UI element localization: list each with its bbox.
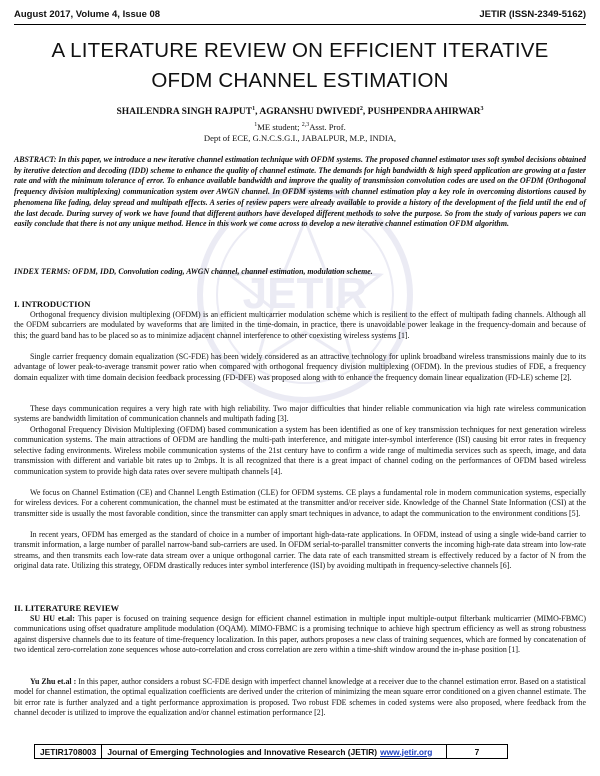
review-p2-lead: Yu Zhu et.al : [30,677,77,686]
intro-paragraph-6 [14,530,586,572]
intro-p6-text: In recent years, OFDM has emerged as the standard of choice in a number of important high-data-rate applications. In OFDM, instead of using a single wide-band carrier to transmit information, a large number of parallel narrow-band sub-carriers are used. In OFDM serial-to-parallel transmitter converts the incoming high-rate data stream into low-rate streams, and then transmits each low-rate data stream over a unique orthogonal carrier. The data rate of each transmitted stream is effectively reduced by a factor of N from the original data rate. Utilizing this strategy, OFDM drastically reduces inter symbol interference (ISI) by avoiding multipath in frequency-selective channels [6]. [14,530,586,571]
index-terms: INDEX TERMS: OFDM, IDD, Convolution coding, AWGN channel, channel estimation, modulation scheme. [14,267,373,276]
journal-issue: August 2017, Volume 4, Issue 08 [14,8,161,20]
author-2-sup: 2 [359,106,363,112]
section-heading-literature-review: II. LITERATURE REVIEW [14,603,120,613]
author-1-sup: 1 [252,106,256,112]
journal-issn: JETIR (ISSN-2349-5162) [479,8,586,20]
page-footer [34,744,508,759]
author-1: SHAILENDRA SINGH RAJPUT [116,107,253,118]
intro-paragraph-5 [14,488,586,519]
footer-page-number: 7 [474,746,480,757]
department: Dept of ECE, G.N.C.S.G.I., JABALPUR, M.P., INDIA, [203,133,397,144]
author-3: PUSHPENDRA AHIRWAR [367,107,481,118]
footer-journal [102,745,447,758]
intro-p3-text: These days communication requires a very high rate with high reliability. Two major difficulties that hinder reliable communication via high rate wireless communication systems are bandwidth limitation of communication channels and multipath fading [3]. [14,404,586,424]
header-divider [14,24,586,25]
review-p2-text: In this paper, author considers a robust SC-FDE design with imperfect channel knowledge at a receiver due to the channel estimation error. Based on a statistical model for channel estimation, the optimal equalization coefficients are derived under the criterion of minimizing the mean square error conditioned on a given channel estimate. The bit error rate is further analyzed and a tight performance approximation is proposed. Two robust FDE schemes in coded systems were also proposed, where feedback from the channel decoder is utilized to improve the equalization and/or channel estimation performance [2]. [14,677,586,718]
abstract: ABSTRACT: In this paper, we introduce a new iterative channel estimation technique with OFDM systems. The proposed channel estimator uses soft symbol decisions obtained by iterative detection and decoding (IDD) scheme to enhance the quality of channel estimate. The demands for high bandwidth & high speed application are growing at a faster rate and with the minimum tolerance of error. To enhance available bandwidth and improve the quality of transmission convolution codes are used on the OFDM (Orthogonal frequency division multiplexing) communication system over AWGN channel. In OFDM systems with channel estimation play a key role in overcoming distortions caused by phenomena like fading, delay spread and multipath effects. A series of review papers were already available to provide a history of the development of the field until the end of the last decade. During survey of work we have found that different authors have developed different methods to solve the purpose. So from the study of various papers we can easily conclude that there is not any unique method. Hence in this work we come across to develop a new iterative channel estimation OFDM algorithm. [14,155,586,229]
author-2: AGRANSHU DWIVEDI [259,107,360,118]
author-list: SHAILENDRA SINGH RAJPUT$^1$, AGRANSHU DWIVEDI$^2$, PUSHPENDRA AHIRWAR$^3$ [116,106,484,118]
footer-website-link[interactable]: www.jetir.org [380,746,433,757]
affiliation [20,120,580,145]
review-paragraph-2 [14,677,586,719]
intro-paragraph-2 [14,352,586,383]
role-2: Asst. Prof. [309,121,346,132]
footer-paper-id: JETIR1708003 [35,745,102,758]
review-paragraph-1 [14,614,586,656]
review-p1-lead: SU HU et.al: [30,614,75,623]
author-3-sup: 3 [480,106,484,112]
intro-p4-text: Orthogonal Frequency Division Multiplexing (OFDM) based communication a system has been identified as one of key transmission techniques for next generation wireless communication systems. The main attractions of OFDM are handling the multi-path interference, and mitigate inter-symbol interference (ISI) causing bit error rates in frequency selective fading environments. Wireless mobile communication systems of the 21st century have to confirm a wide range of multimedia services such as speech, image, and data transmission with different and variable bit rates up to 2mbps. It is all recognized that there is a great impact of channel coding on the performances of OFDM based wireless communication system to provide high data rates over severe multipath channels [4]. [14,425,586,476]
intro-paragraph-1 [14,310,586,341]
intro-paragraph-4 [14,425,586,477]
intro-p1-text: Orthogonal frequency division multiplexing (OFDM) is an efficient multicarrier modulation scheme which is resilient to the effect of multipath fading channels. Although all the OFDM subcarriers are modulated by waveforms that are limited in the time-domain, in practice, there is unavoidable power leakage in the frequency-domain and because of this; the guard band has to be placed so as to minimize adjacent channel interference to other coexisting wireless systems [1]. [14,310,586,340]
running-header [14,6,586,22]
author-roles [20,120,580,133]
paper-title [20,36,580,96]
watermark-text: JETIR [242,269,368,318]
intro-p2-text: Single carrier frequency domain equalization (SC-FDE) has been widely considered as an attractive technology for uplink broadband wireless transmissions mainly due to its advantage of lower peak-to-average transmit power ratio when compared with orthogonal frequency division multiplexing (OFDM). In the previous studies of FDE, a frequency domain equalizer with time domain decision feedback processing (FD-DFE) was proposed along with to enhance the frequency domain linear equalization (FD-LE) scheme [2]. [14,352,586,382]
intro-p5-text: We focus on Channel Estimation (CE) and Channel Length Estimation (CLE) for OFDM systems. CE plays a fundamental role in modern communication systems, especially for wireless devices. For a coherent communication, the channel must be estimated at the transmitter and/or receiver side. Knowledge of the Channel State Information (CSI) at the transmitter side is usually the most favorable condition, since the transmitter can apply smart techniques in advance, to adapt the communication to the environment conditions [5]. [14,488,586,518]
title-line-2: OFDM CHANNEL ESTIMATION [151,69,449,92]
review-p1-text: This paper is focused on training sequence design for efficient channel estimation in multiple input multiple-output filterbank multicarrier (MIMO-FBMC) communications using offset quadrature amplitude modulation (OQAM). MIMO-FBMC is a promising technique to achieve high spectrum efficiency as well as strong robustness against dispersive channels due to its feature of time-frequency localization. In this paper, authors proposes a new class of training sequences, which are formed by concatenation of two identical zero-correlation zone sequences whose auto-correlation and cross correlation are zero within a time-shift window around the in-phase position [1]. [14,614,586,655]
role-1: ME student; [257,121,302,132]
section-heading-introduction: I. INTRODUCTION [14,299,91,309]
role-sup-2: 2,3 [301,122,310,128]
intro-paragraph-3 [14,404,586,425]
footer-journal-name: Journal of Emerging Technologies and Innovative Research (JETIR) [107,746,378,757]
role-sup-1: 1 [254,122,258,128]
title-line-1: A LITERATURE REVIEW ON EFFICIENT ITERATIVE [51,39,549,62]
